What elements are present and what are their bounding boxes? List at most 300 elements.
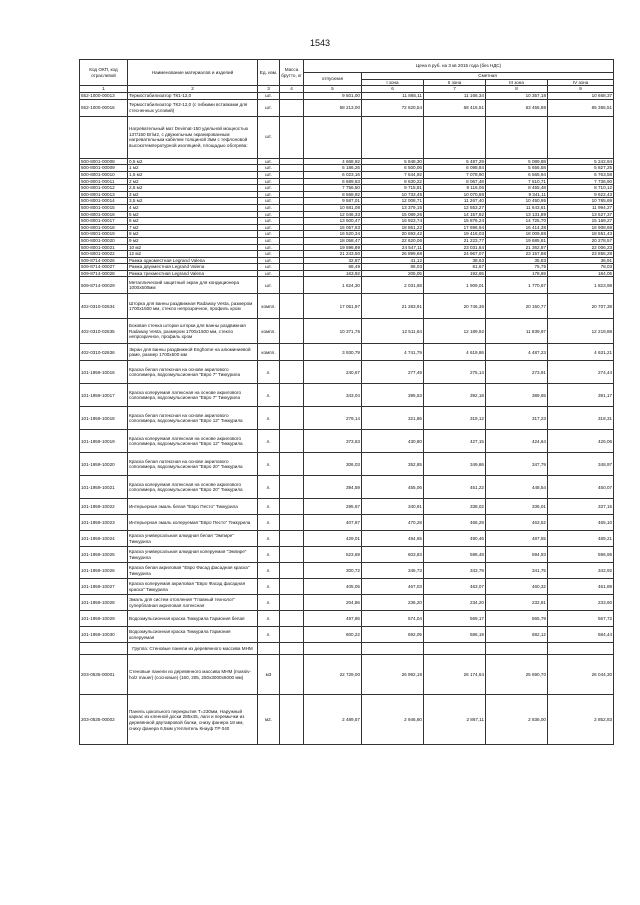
- row-name: Интерьерная эмаль белая "Евро Песто" Тиккурила: [128, 499, 258, 515]
- row-unit: л.: [258, 384, 280, 407]
- row-mass: [280, 198, 304, 205]
- row-unit: компл.: [258, 344, 280, 361]
- row-price-zone-2: 81,67: [424, 264, 486, 271]
- row-code: [80, 116, 128, 158]
- header-estimate: Сметная: [362, 73, 614, 80]
- row-price-zone-3: 317,23: [486, 407, 548, 430]
- row-mass: [280, 171, 304, 178]
- row-price-zone-4: 78,03: [548, 264, 614, 271]
- row-name: Краска белая латексная на основе акрилового сополимера, водоэмульсионная "Евро 12" Тиккурила: [128, 407, 258, 430]
- table-row: [80, 476, 614, 499]
- row-unit: л.: [258, 579, 280, 595]
- row-price-zone-1: 86,03: [362, 264, 424, 271]
- row-mass: [280, 191, 304, 198]
- row-price-release: 204,86: [304, 595, 362, 611]
- row-price-release: 295,67: [304, 499, 362, 515]
- row-price-zone-1: 692,05: [362, 627, 424, 643]
- row-price-release: 10 371,75: [304, 319, 362, 344]
- row-code: 101-1959-10029: [80, 611, 128, 627]
- table-row: [80, 171, 614, 178]
- row-price-zone-4: 36,91: [548, 257, 614, 264]
- column-number: 5: [304, 86, 362, 93]
- row-code: 101-1959-10018: [80, 407, 128, 430]
- row-code: 500-8001-00009: [80, 165, 128, 172]
- row-price-release: 163,92: [304, 270, 362, 277]
- row-price-zone-3: 19 685,81: [486, 237, 548, 244]
- row-unit: шт.: [258, 165, 280, 172]
- row-price-zone-2: 19 416,03: [424, 231, 486, 238]
- row-mass: [280, 165, 304, 172]
- header-mass: Масса брутто, кг: [280, 60, 304, 86]
- row-price-zone-2: 21 223,77: [424, 237, 486, 244]
- row-price-zone-1: 2 031,68: [362, 277, 424, 294]
- row-name: 12 м2: [128, 251, 258, 258]
- table-row: [80, 158, 614, 165]
- row-price-zone-4: 1 823,98: [548, 277, 614, 294]
- row-price-release: 373,63: [304, 430, 362, 453]
- row-mass: [280, 695, 304, 745]
- table-row: [80, 178, 614, 185]
- row-unit: шт.: [258, 99, 280, 116]
- table-row: [80, 257, 614, 264]
- row-name: 1,5 м2: [128, 171, 258, 178]
- row-price-zone-1: 21 283,91: [362, 294, 424, 319]
- row-unit: л.: [258, 361, 280, 384]
- row-price-release: 407,87: [304, 515, 362, 531]
- row-price-zone-1: 321,86: [362, 407, 424, 430]
- table-row: [80, 695, 614, 745]
- row-price-release: 4 668,92: [304, 158, 362, 165]
- row-unit: л.: [258, 430, 280, 453]
- row-price-zone-3: 389,65: [486, 384, 548, 407]
- row-price-release: [304, 116, 362, 158]
- table-body: [80, 92, 614, 745]
- row-mass: [280, 361, 304, 384]
- row-mass: [280, 231, 304, 238]
- row-price-zone-1: 236,20: [362, 595, 424, 611]
- row-price-zone-3: 336,01: [486, 499, 548, 515]
- header-zone-3: III зона: [486, 79, 548, 86]
- row-price-release: 306,03: [304, 453, 362, 476]
- table-row: [80, 611, 614, 627]
- row-mass: [280, 595, 304, 611]
- row-price-zone-3: 448,54: [486, 476, 548, 499]
- row-price-zone-4: 13 527,37: [548, 211, 614, 218]
- row-name: Эмаль для систем отопления "Главный технолог" суперблаtная акриловая латексная: [128, 595, 258, 611]
- row-name: 2,5 м2: [128, 185, 258, 192]
- row-unit: л.: [258, 547, 280, 563]
- row-unit: шт.: [258, 185, 280, 192]
- row-code: 552-1000-00013: [80, 92, 128, 99]
- row-price-zone-1: 340,91: [362, 499, 424, 515]
- row-unit: шт.: [258, 277, 280, 294]
- row-price-zone-2: 17 696,94: [424, 224, 486, 231]
- row-unit: шт.: [258, 218, 280, 225]
- row-code: 101-1959-10025: [80, 547, 128, 563]
- table-row: [80, 92, 614, 99]
- row-price-release: 7 756,50: [304, 185, 362, 192]
- table-row: [80, 430, 614, 453]
- row-price-zone-2: 490,46: [424, 531, 486, 547]
- row-price-zone-1: 5 848,30: [362, 158, 424, 165]
- row-name: 6 м2: [128, 218, 258, 225]
- row-unit: шт.: [258, 204, 280, 211]
- row-unit: шт.: [258, 264, 280, 271]
- row-unit: шт.: [258, 244, 280, 251]
- row-price-zone-3: 63 456,88: [486, 99, 548, 116]
- row-price-zone-3: 232,81: [486, 595, 548, 611]
- row-price-zone-1: 15 089,26: [362, 211, 424, 218]
- row-price-zone-2: 68 416,51: [424, 99, 486, 116]
- row-price-zone-3: 178,69: [486, 270, 548, 277]
- row-price-release: 15 057,63: [304, 224, 362, 231]
- row-price-zone-4: 184,05: [548, 270, 614, 277]
- row-price-zone-3: 347,79: [486, 453, 548, 476]
- table-row: [80, 270, 614, 277]
- row-price-zone-3: 16 414,38: [486, 224, 548, 231]
- row-mass: [280, 579, 304, 595]
- row-price-zone-4: 11 994,27: [548, 204, 614, 211]
- header-price-group: Цена в руб. на 3 кв 2015 года (без НДС): [304, 60, 614, 73]
- row-price-zone-4: 567,72: [548, 611, 614, 627]
- row-price-release: 405,05: [304, 579, 362, 595]
- row-price-zone-1: 346,73: [362, 563, 424, 579]
- row-name: Краска белая латексная на основе акрилового сополимера, водоэмульсионная "Евро 20" Тиккурила: [128, 453, 258, 476]
- row-price-zone-4: 23 855,28: [548, 251, 614, 258]
- row-code: 101-1959-10030: [80, 627, 128, 643]
- row-price-release: 17 051,97: [304, 294, 362, 319]
- row-price-zone-2: 427,15: [424, 430, 486, 453]
- header-unit: Ед. изм.: [258, 60, 280, 86]
- row-mass: [280, 384, 304, 407]
- group-empty-cell: [362, 643, 424, 655]
- table-row: [80, 218, 614, 225]
- row-price-zone-2: 569,17: [424, 611, 486, 627]
- row-code: 509-8714-00026: [80, 257, 128, 264]
- row-code: 500-8001-00020: [80, 237, 128, 244]
- row-price-zone-4: 2 852,83: [548, 695, 614, 745]
- row-unit: компл.: [258, 319, 280, 344]
- row-price-zone-2: 319,12: [424, 407, 486, 430]
- row-name: 1 м2: [128, 165, 258, 172]
- group-empty-cell: [258, 643, 280, 655]
- row-name: Водоэмульсионная краска Тиккурила Гармония колеруемая: [128, 627, 258, 643]
- row-code: 101-1959-10021: [80, 476, 128, 499]
- row-price-release: 1 624,30: [304, 277, 362, 294]
- row-price-zone-3: 8 455,48: [486, 185, 548, 192]
- row-price-zone-4: 12 219,88: [548, 319, 614, 344]
- row-price-release: 58 213,00: [304, 99, 362, 116]
- row-price-zone-3: 1 770,67: [486, 277, 548, 294]
- row-mass: [280, 185, 304, 192]
- row-price-zone-1: 18 861,22: [362, 224, 424, 231]
- row-price-zone-3: 20 150,77: [486, 294, 548, 319]
- row-price-zone-1: 277,49: [362, 361, 424, 384]
- row-unit: л.: [258, 531, 280, 547]
- row-price-zone-4: 426,06: [548, 430, 614, 453]
- row-mass: [280, 319, 304, 344]
- row-price-zone-3: 5 089,88: [486, 158, 548, 165]
- row-code: 509-8714-00028: [80, 270, 128, 277]
- table-row: [80, 344, 614, 361]
- row-price-zone-2: 338,02: [424, 499, 486, 515]
- row-price-zone-1: 467,03: [362, 579, 424, 595]
- row-code: 101-1959-10023: [80, 515, 128, 531]
- row-price-zone-1: 24 547,11: [362, 244, 424, 251]
- row-price-zone-4: 5 827,25: [548, 165, 614, 172]
- column-number: 6: [362, 86, 424, 93]
- row-price-zone-2: 349,86: [424, 453, 486, 476]
- table-row: [80, 294, 614, 319]
- row-price-zone-2: 26 174,64: [424, 655, 486, 695]
- row-price-zone-4: 26 044,30: [548, 655, 614, 695]
- row-mass: [280, 611, 304, 627]
- row-price-zone-4: 337,15: [548, 499, 614, 515]
- header-zone-2: II зона: [424, 79, 486, 86]
- row-price-zone-4: [548, 116, 614, 158]
- row-code: 500-8001-00016: [80, 211, 128, 218]
- row-code: 203-0535-00001: [80, 655, 128, 695]
- row-price-release: 3 930,79: [304, 344, 362, 361]
- row-name: Шторка для ванны раздвижная Radaway Vesta, размером 1700х1500 мм, стекло непрозрачное, профиль хром: [128, 294, 258, 319]
- row-mass: [280, 99, 304, 116]
- row-code: 500-8001-00022: [80, 251, 128, 258]
- table-row: [80, 563, 614, 579]
- row-name: 2 м2: [128, 178, 258, 185]
- table-row: [80, 244, 614, 251]
- header-release: отпускная: [304, 73, 362, 86]
- row-unit: л.: [258, 611, 280, 627]
- row-price-release: 68,49: [304, 264, 362, 271]
- row-price-release: 9 587,01: [304, 198, 362, 205]
- row-unit: шт.: [258, 211, 280, 218]
- row-price-zone-2: [424, 116, 486, 158]
- row-code: 500-8001-00010: [80, 171, 128, 178]
- row-price-zone-1: 430,80: [362, 430, 424, 453]
- row-price-zone-2: 466,29: [424, 515, 486, 531]
- table-row: [80, 595, 614, 611]
- row-price-zone-1: 26 899,68: [362, 251, 424, 258]
- column-number: 1: [80, 86, 128, 93]
- row-mass: [280, 407, 304, 430]
- table-row: [80, 237, 614, 244]
- row-code: 402-0310-02635: [80, 319, 128, 344]
- row-name: 8 м2: [128, 231, 258, 238]
- row-price-zone-1: 7 544,92: [362, 171, 424, 178]
- row-name: Краска универсальная алкидная белая "Эмпире" Тиккурила: [128, 531, 258, 547]
- column-number: 7: [424, 86, 486, 93]
- row-unit: компл.: [258, 294, 280, 319]
- row-mass: [280, 430, 304, 453]
- table-row: [80, 224, 614, 231]
- row-price-zone-2: 2 867,11: [424, 695, 486, 745]
- row-price-zone-3: 487,55: [486, 531, 548, 547]
- row-price-zone-2: 24 967,07: [424, 251, 486, 258]
- row-price-zone-4: 489,21: [548, 531, 614, 547]
- row-unit: л.: [258, 627, 280, 643]
- row-mass: [280, 218, 304, 225]
- row-price-zone-1: 72 620,54: [362, 99, 424, 116]
- row-unit: л.: [258, 563, 280, 579]
- row-code: 101-1959-10024: [80, 531, 128, 547]
- row-price-zone-1: [362, 116, 424, 158]
- row-unit: л.: [258, 499, 280, 515]
- table-row: [80, 453, 614, 476]
- row-mass: [280, 453, 304, 476]
- row-mass: [280, 627, 304, 643]
- row-price-release: 19 596,89: [304, 244, 362, 251]
- row-price-zone-2: 463,07: [424, 579, 486, 595]
- row-price-zone-1: 20 693,42: [362, 231, 424, 238]
- row-mass: [280, 270, 304, 277]
- row-price-zone-2: 12 189,92: [424, 319, 486, 344]
- row-price-zone-3: 6 565,94: [486, 171, 548, 178]
- row-price-zone-2: 343,79: [424, 563, 486, 579]
- row-price-zone-4: 20 707,38: [548, 294, 614, 319]
- row-unit: л.: [258, 595, 280, 611]
- row-price-zone-2: 7 078,90: [424, 171, 486, 178]
- row-mass: [280, 211, 304, 218]
- row-code: 101-1959-10026: [80, 563, 128, 579]
- row-code: 402-0310-02634: [80, 294, 128, 319]
- row-price-release: 5 186,26: [304, 165, 362, 172]
- row-mass: [280, 178, 304, 185]
- row-price-zone-4: 684,44: [548, 627, 614, 643]
- row-mass: [280, 344, 304, 361]
- column-number: 3: [258, 86, 280, 93]
- row-price-zone-3: 18 009,88: [486, 231, 548, 238]
- price-table: [79, 59, 614, 745]
- group-row: [80, 643, 614, 655]
- row-price-zone-2: 686,19: [424, 627, 486, 643]
- row-price-release: 343,04: [304, 384, 362, 407]
- row-price-zone-2: 14 157,82: [424, 211, 486, 218]
- row-price-zone-3: 9 341,11: [486, 191, 548, 198]
- header-zone-1: I зона: [362, 79, 424, 86]
- row-price-release: 32,87: [304, 257, 362, 264]
- row-price-zone-2: 6 098,84: [424, 165, 486, 172]
- row-price-zone-3: 13 131,89: [486, 211, 548, 218]
- row-price-zone-2: 11 267,40: [424, 198, 486, 205]
- row-name: 0,5 м2: [128, 158, 258, 165]
- row-price-zone-4: 7 736,90: [548, 178, 614, 185]
- row-mass: [280, 277, 304, 294]
- row-mass: [280, 224, 304, 231]
- row-price-zone-1: 455,06: [362, 476, 424, 499]
- row-unit: шт.: [258, 251, 280, 258]
- row-mass: [280, 515, 304, 531]
- row-price-zone-3: 75,75: [486, 264, 548, 271]
- row-price-release: 10 681,08: [304, 204, 362, 211]
- row-price-zone-4: 348,97: [548, 453, 614, 476]
- row-price-zone-2: 192,65: [424, 270, 486, 277]
- row-unit: шт.: [258, 178, 280, 185]
- row-price-release: 21 243,50: [304, 251, 362, 258]
- column-number-row: [80, 86, 614, 93]
- row-code: 509-8714-00027: [80, 264, 128, 271]
- row-price-zone-4: 6 763,58: [548, 171, 614, 178]
- row-mass: [280, 251, 304, 258]
- header-zone-4: IV зона: [548, 79, 614, 86]
- row-mass: [280, 476, 304, 499]
- row-price-zone-1: 22 620,06: [362, 237, 424, 244]
- row-price-release: 429,01: [304, 531, 362, 547]
- row-price-zone-2: 23 031,84: [424, 244, 486, 251]
- row-price-zone-3: 463,52: [486, 515, 548, 531]
- row-code: 500-8001-00019: [80, 231, 128, 238]
- table-row: [80, 547, 614, 563]
- row-mass: [280, 563, 304, 579]
- column-number: 4: [280, 86, 304, 93]
- row-price-zone-4: 5 242,94: [548, 158, 614, 165]
- row-price-zone-1: 16 923,74: [362, 218, 424, 225]
- group-empty-cell: [548, 643, 614, 655]
- table-row: [80, 165, 614, 172]
- row-price-zone-3: [486, 116, 548, 158]
- row-name: 3,5 м2: [128, 198, 258, 205]
- row-price-zone-1: 603,83: [362, 547, 424, 563]
- table-row: [80, 319, 614, 344]
- row-price-release: 523,69: [304, 547, 362, 563]
- row-price-release: 22 729,00: [304, 655, 362, 695]
- row-price-zone-2: 15 876,24: [424, 218, 486, 225]
- row-price-zone-1: 494,65: [362, 531, 424, 547]
- row-unit: л.: [258, 476, 280, 499]
- row-price-zone-1: 2 946,60: [362, 695, 424, 745]
- header-name: Наименование материалов и изделий: [128, 60, 258, 86]
- row-price-release: 6 689,63: [304, 178, 362, 185]
- row-price-zone-3: 2 836,00: [486, 695, 548, 745]
- row-price-zone-3: 14 725,70: [486, 218, 548, 225]
- row-price-zone-1: 41,12: [362, 257, 424, 264]
- row-code: 500-8001-00015: [80, 204, 128, 211]
- row-price-release: 13 500,47: [304, 218, 362, 225]
- row-price-zone-4: 274,44: [548, 361, 614, 384]
- table-row: [80, 251, 614, 258]
- row-mass: [280, 257, 304, 264]
- row-name: Рамка одноместная Legrand Valena: [128, 257, 258, 264]
- row-mass: [280, 244, 304, 251]
- row-price-zone-4: 342,92: [548, 563, 614, 579]
- row-mass: [280, 531, 304, 547]
- row-code: 500-8001-00013: [80, 191, 128, 198]
- row-price-zone-2: 20 746,36: [424, 294, 486, 319]
- row-price-zone-3: 341,75: [486, 563, 548, 579]
- row-unit: шт.: [258, 171, 280, 178]
- row-price-zone-3: 273,91: [486, 361, 548, 384]
- row-price-zone-3: 11 839,97: [486, 319, 548, 344]
- row-price-zone-1: 395,53: [362, 384, 424, 407]
- row-name: Краска универсальная алкидная колеруемая "Эмпире" Тиккурила: [128, 547, 258, 563]
- row-price-zone-1: 352,85: [362, 453, 424, 476]
- group-title: Группа: Стеновые панели из деревянного массива МНМ: [128, 643, 258, 655]
- row-mass: [280, 158, 304, 165]
- row-name: Термостабилизатор ТК1-12,0: [128, 92, 258, 99]
- table-row: [80, 361, 614, 384]
- row-code: 101-1959-10020: [80, 453, 128, 476]
- row-price-zone-4: 4 631,21: [548, 344, 614, 361]
- table-row: [80, 515, 614, 531]
- row-price-zone-1: 574,04: [362, 611, 424, 627]
- row-code: 101-1959-10016: [80, 361, 128, 384]
- row-unit: л.: [258, 407, 280, 430]
- row-price-zone-3: 11 643,61: [486, 204, 548, 211]
- row-price-zone-3: 5 656,58: [486, 165, 548, 172]
- row-unit: шт.: [258, 257, 280, 264]
- row-price-zone-2: 275,14: [424, 361, 486, 384]
- row-price-zone-1: 205,05: [362, 270, 424, 277]
- row-code: 500-8001-00008: [80, 158, 128, 165]
